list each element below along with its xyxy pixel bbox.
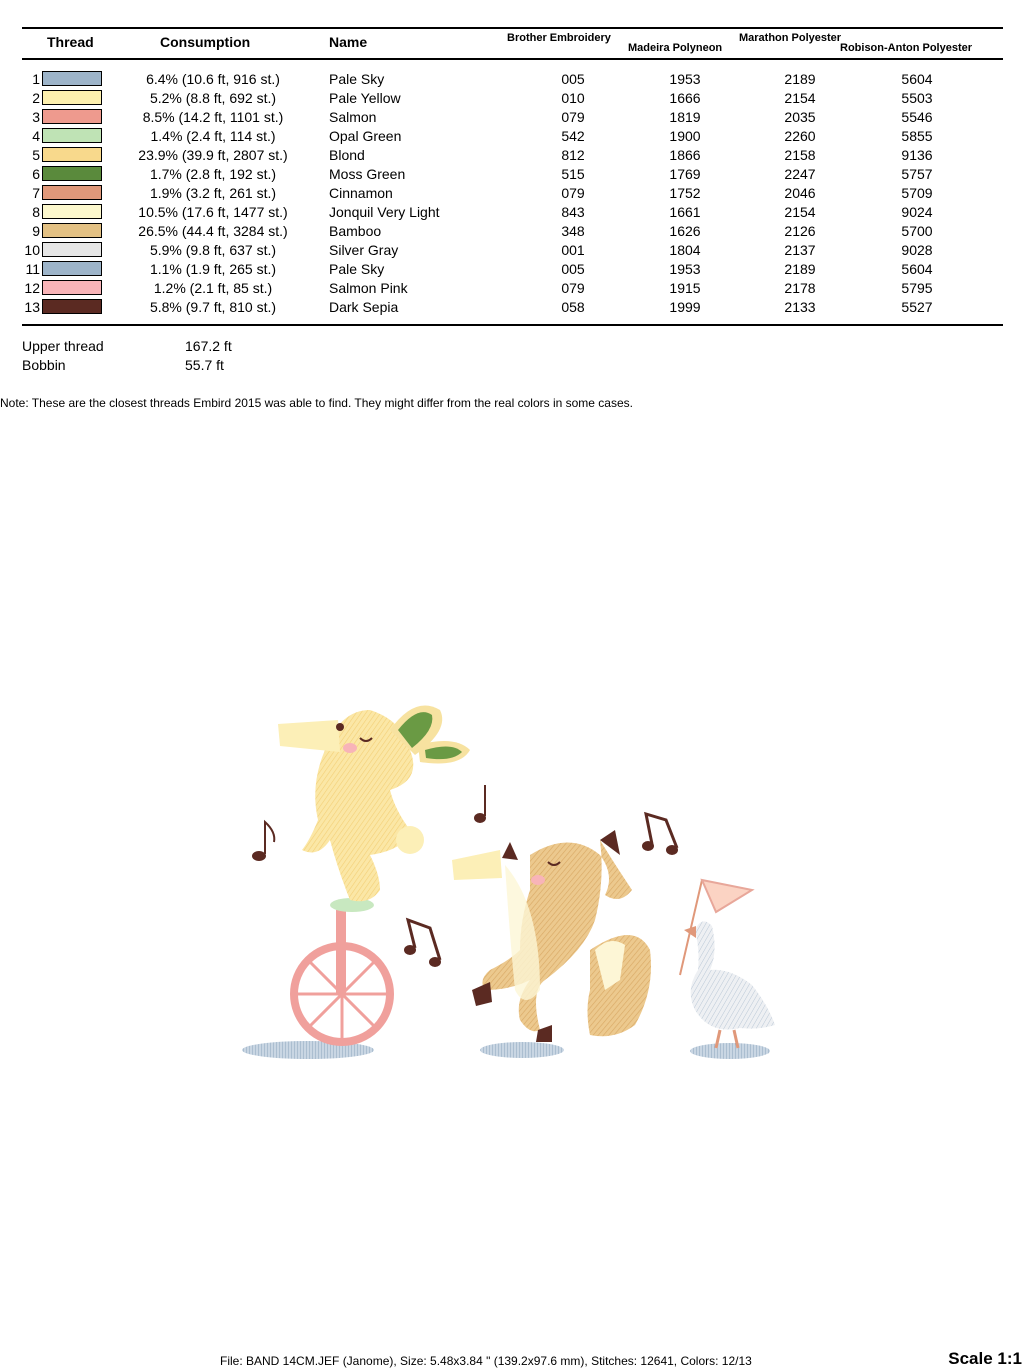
table-top-rule (22, 27, 1003, 29)
brother-code: 515 (561, 166, 585, 182)
marathon-code: 2154 (784, 204, 816, 220)
marathon-code: 2137 (784, 242, 816, 258)
thread-number: 12 (24, 280, 40, 296)
thread-row (0, 260, 1024, 279)
thread-consumption: 6.4% (10.6 ft, 916 st.) (146, 71, 280, 87)
thread-consumption: 1.9% (3.2 ft, 261 st.) (149, 185, 277, 201)
robison-code: 9028 (901, 242, 933, 258)
robison-code: 5527 (901, 299, 933, 315)
madeira-code: 1769 (669, 166, 701, 182)
thread-name: Blond (329, 147, 365, 163)
marathon-code: 2189 (784, 261, 816, 277)
thread-name: Pale Sky (329, 261, 385, 277)
madeira-code: 1752 (669, 185, 701, 201)
thread-number: 11 (25, 261, 40, 277)
thread-row (0, 70, 1024, 89)
thread-consumption: 10.5% (17.6 ft, 1477 st.) (138, 204, 288, 220)
thread-row (0, 279, 1024, 298)
brother-code: 079 (561, 185, 585, 201)
brother-code: 079 (561, 280, 585, 296)
thread-consumption: 1.1% (1.9 ft, 265 st.) (149, 261, 277, 277)
thread-color-swatch (42, 71, 102, 86)
header-madeira: Madeira Polyneon (628, 42, 723, 54)
madeira-code: 1900 (669, 128, 701, 144)
thread-color-swatch (42, 223, 102, 238)
thread-color-swatch (42, 299, 102, 314)
thread-color-swatch (42, 280, 102, 295)
embroidery-preview (240, 690, 800, 1070)
madeira-code: 1661 (669, 204, 701, 220)
marathon-code: 2260 (784, 128, 816, 144)
thread-consumption: 5.8% (9.7 ft, 810 st.) (149, 299, 277, 315)
bobbin-value: 55.7 ft (185, 357, 224, 373)
scale-label: Scale 1:1 (948, 1349, 1022, 1368)
robison-code: 9136 (901, 147, 933, 163)
thread-color-swatch (42, 242, 102, 257)
bobbin-label: Bobbin (22, 357, 66, 373)
thread-row (0, 298, 1024, 317)
robison-code: 5709 (901, 185, 933, 201)
thread-row (0, 146, 1024, 165)
madeira-code: 1866 (669, 147, 701, 163)
marathon-code: 2158 (784, 147, 816, 163)
brother-code: 542 (561, 128, 585, 144)
thread-number: 8 (32, 204, 40, 220)
table-bottom-rule (22, 324, 1003, 326)
thread-name: Pale Yellow (329, 90, 401, 106)
thread-consumption: 1.2% (2.1 ft, 85 st.) (153, 280, 273, 296)
madeira-code: 1626 (669, 223, 701, 239)
thread-consumption: 5.2% (8.8 ft, 692 st.) (149, 90, 277, 106)
thread-number: 4 (32, 128, 40, 144)
thread-name: Silver Gray (329, 242, 399, 258)
thread-name: Bamboo (329, 223, 382, 239)
upper-thread-label: Upper thread (22, 338, 104, 354)
madeira-code: 1666 (669, 90, 701, 106)
brother-code: 812 (561, 147, 585, 163)
robison-code: 5795 (901, 280, 933, 296)
thread-row (0, 241, 1024, 260)
goose-with-flag (680, 880, 775, 1048)
thread-name: Pale Sky (329, 71, 385, 87)
robison-code: 5757 (901, 166, 933, 182)
brother-code: 005 (561, 71, 585, 87)
thread-color-swatch (42, 204, 102, 219)
thread-consumption: 1.4% (2.4 ft, 114 st.) (150, 128, 276, 144)
thread-consumption: 26.5% (44.4 ft, 3284 st.) (138, 223, 288, 239)
header-marathon: Marathon Polyester (739, 32, 842, 44)
brother-code: 843 (561, 204, 585, 220)
thread-color-swatch (42, 261, 102, 276)
marathon-code: 2126 (784, 223, 816, 239)
thread-number: 7 (32, 185, 40, 201)
marathon-code: 2189 (784, 71, 816, 87)
thread-name: Moss Green (329, 166, 406, 182)
thread-color-swatch (42, 185, 102, 200)
upper-thread-value: 167.2 ft (185, 338, 232, 354)
thread-consumption: 1.7% (2.8 ft, 192 st.) (149, 166, 277, 182)
thread-row (0, 127, 1024, 146)
fox-musician (452, 830, 651, 1042)
ground-shadow-middle (480, 1042, 564, 1058)
madeira-code: 1819 (669, 109, 701, 125)
thread-name: Dark Sepia (329, 299, 399, 315)
brother-code: 348 (561, 223, 585, 239)
thread-table (0, 70, 1024, 317)
madeira-code: 1999 (669, 299, 701, 315)
thread-color-swatch (42, 128, 102, 143)
thread-number: 9 (32, 223, 40, 239)
header-consumption: Consumption (160, 34, 251, 50)
file-info-footer: File: BAND 14CM.JEF (Janome), Size: 5.48x3.84 " (139.2x97.6 mm), Stitches: 12641, Colors: 12/13 (220, 1354, 752, 1368)
unicycle (294, 898, 390, 1042)
thread-row (0, 165, 1024, 184)
thread-row (0, 89, 1024, 108)
robison-code: 5700 (901, 223, 933, 239)
thread-name: Opal Green (329, 128, 402, 144)
marathon-code: 2247 (784, 166, 816, 182)
thread-consumption: 8.5% (14.2 ft, 1101 st.) (142, 109, 284, 125)
thread-name: Salmon (329, 109, 377, 125)
thread-number: 5 (32, 147, 40, 163)
header-name: Name (329, 34, 368, 50)
header-thread: Thread (47, 34, 94, 50)
thread-number: 3 (32, 109, 40, 125)
madeira-code: 1953 (669, 71, 701, 87)
madeira-code: 1953 (669, 261, 701, 277)
thread-color-swatch (42, 166, 102, 181)
thread-consumption: 23.9% (39.9 ft, 2807 st.) (138, 147, 288, 163)
thread-number: 6 (32, 166, 40, 182)
robison-code: 5503 (901, 90, 933, 106)
brother-code: 058 (561, 299, 585, 315)
thread-row (0, 222, 1024, 241)
robison-code: 5604 (901, 71, 933, 87)
note-text: Note: These are the closest threads Embird 2015 was able to find. They might differ from the real colors in some cases. (0, 396, 633, 410)
thread-number: 1 (32, 71, 40, 87)
marathon-code: 2133 (784, 299, 816, 315)
bunny-musician (278, 706, 470, 902)
marathon-code: 2154 (784, 90, 816, 106)
brother-code: 079 (561, 109, 585, 125)
brother-code: 005 (561, 261, 585, 277)
thread-name: Jonquil Very Light (329, 204, 440, 220)
marathon-code: 2046 (784, 185, 816, 201)
brother-code: 001 (561, 242, 585, 258)
brother-code: 010 (561, 90, 585, 106)
thread-row (0, 203, 1024, 222)
madeira-code: 1915 (669, 280, 701, 296)
robison-code: 5855 (901, 128, 933, 144)
thread-name: Salmon Pink (329, 280, 408, 296)
thread-number: 2 (32, 90, 40, 106)
madeira-code: 1804 (669, 242, 701, 258)
thread-row (0, 184, 1024, 203)
thread-color-swatch (42, 109, 102, 124)
marathon-code: 2178 (784, 280, 816, 296)
header-robison: Robison-Anton Polyester (840, 42, 973, 54)
ground-shadow-right (690, 1043, 770, 1059)
thread-consumption: 5.9% (9.8 ft, 637 st.) (149, 242, 277, 258)
thread-name: Cinnamon (329, 185, 393, 201)
table-header-rule (22, 58, 1003, 60)
thread-row (0, 108, 1024, 127)
header-brother: Brother Embroidery (507, 32, 611, 44)
thread-color-swatch (42, 147, 102, 162)
robison-code: 5546 (901, 109, 933, 125)
thread-number: 13 (24, 299, 40, 315)
marathon-code: 2035 (784, 109, 816, 125)
robison-code: 5604 (901, 261, 933, 277)
thread-color-swatch (42, 90, 102, 105)
thread-number: 10 (24, 242, 40, 258)
robison-code: 9024 (901, 204, 933, 220)
